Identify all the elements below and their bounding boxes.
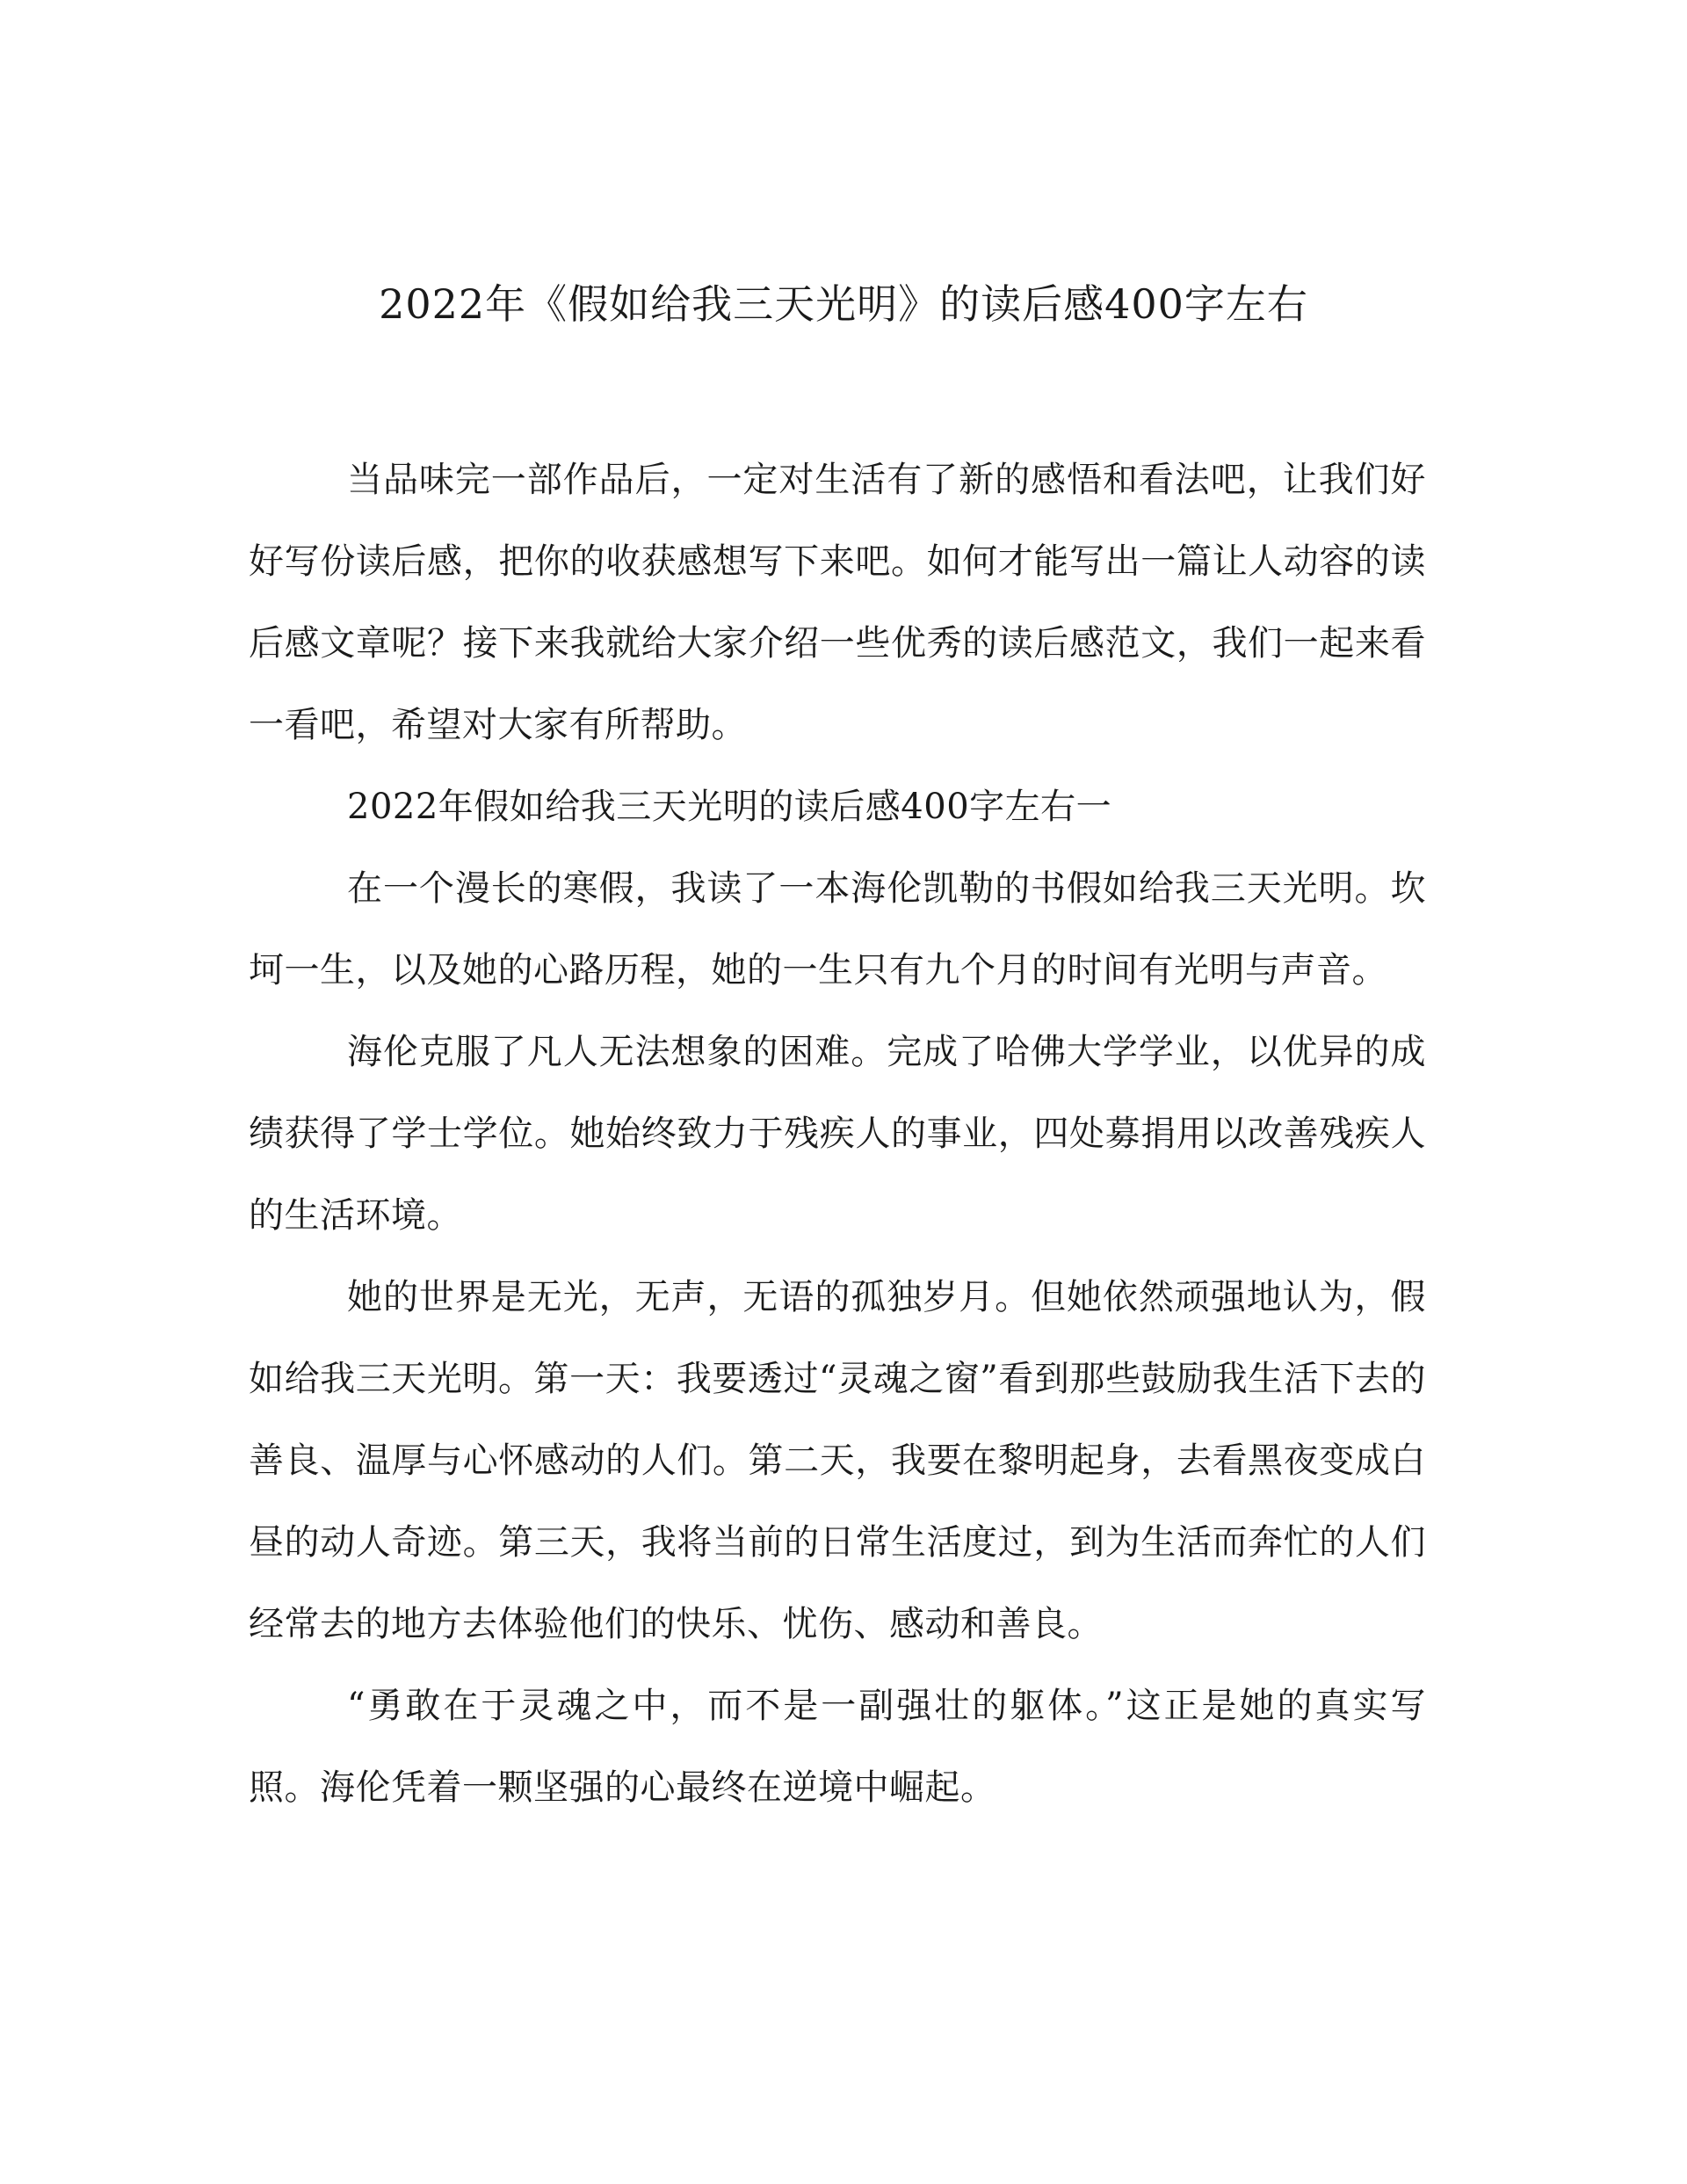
- intro-paragraph: 当品味完一部作品后，一定对生活有了新的感悟和看法吧，让我们好好写份读后感，把你的收获感想写下来吧。如何才能写出一篇让人动容的读后感文章呢？接下来我就给大家介绍一些优秀的读后感范文，我们一起来看一看吧，希望对大家有所帮助。: [249, 460, 1426, 745]
- body-paragraph: 她的世界是无光，无声，无语的孤独岁月。但她依然顽强地认为，假如给我三天光明。第一天：我要透过“灵魂之窗”看到那些鼓励我生活下去的善良、温厚与心怀感动的人们。第二天，我要在黎明起身，去看黑夜变成白昼的动人奇迹。第三天，我将当前的日常生活度过，到为生活而奔忙的人们经常去的地方去体验他们的快乐、忧伤、感动和善良。: [249, 1277, 1426, 1644]
- document-body: [249, 439, 1426, 1829]
- body-paragraph: 在一个漫长的寒假，我读了一本海伦凯勒的书假如给我三天光明。坎坷一生，以及她的心路历程，她的一生只有九个月的时间有光明与声音。: [249, 868, 1426, 990]
- document-title: 2022年《假如给我三天光明》的读后感400字左右: [379, 280, 1308, 328]
- section-heading: 2022年假如给我三天光明的读后感400字左右一: [347, 787, 1112, 827]
- body-paragraph: 海伦克服了凡人无法想象的困难。完成了哈佛大学学业，以优异的成绩获得了学士学位。她始终致力于残疾人的事业，四处募捐用以改善残疾人的生活环境。: [249, 1032, 1426, 1236]
- body-paragraph: “勇敢在于灵魂之中，而不是一副强壮的躯体。”这正是她的真实写照。海伦凭着一颗坚强的心最终在逆境中崛起。: [249, 1686, 1426, 1808]
